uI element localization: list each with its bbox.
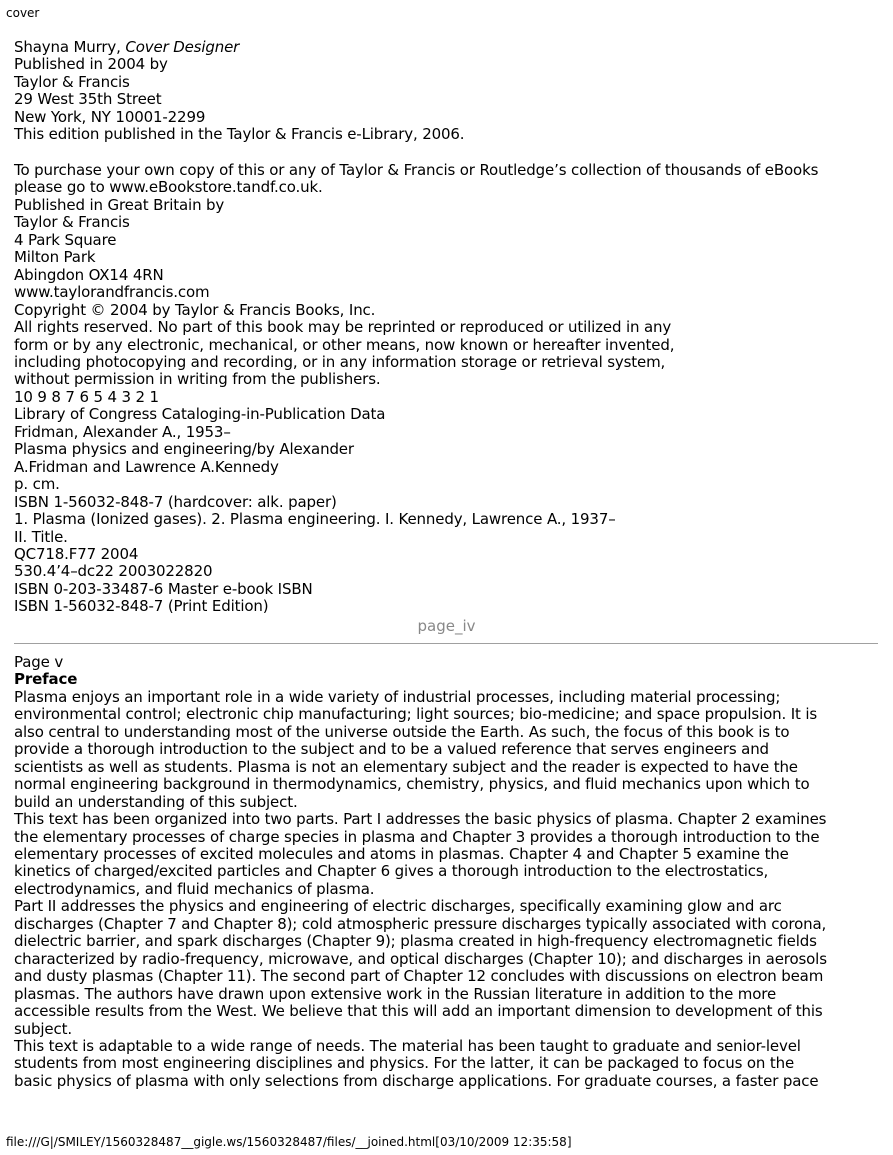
preface-line: Part II addresses the physics and engineering of electric discharges, specifically examining glow and arc — [14, 897, 782, 916]
copyright-line: QC718.F77 2004 — [14, 544, 139, 563]
preface-line: normal engineering background in thermodynamics, chemistry, physics, and fluid mechanics upon which to — [14, 775, 810, 794]
file-path-footer: file:///G|/SMILEY/1560328487__gigle.ws/1560328487/files/__joined.html[03/10/2009 12:35:58] — [6, 1135, 572, 1149]
cover-line: 29 West 35th Street — [14, 90, 162, 109]
page-marker: page_iv — [417, 617, 476, 635]
preface-line: electrodynamics, and fluid mechanics of plasma. — [14, 879, 375, 898]
preface-line: This text is adaptable to a wide range of needs. The material has been taught to graduate and senior-level — [14, 1036, 801, 1055]
preface-line: also central to understanding most of the universe outside the Earth. As such, the focus of this book is to — [14, 722, 790, 741]
copyright-line: p. cm. — [14, 475, 60, 494]
preface-line: provide a thorough introduction to the subject and to be a valued reference that serves engineers and — [14, 740, 769, 759]
copyright-line: Milton Park — [14, 248, 96, 267]
preface-line: elementary processes of excited molecules and atoms in plasmas. Chapter 4 and Chapter 5 examine the — [14, 844, 789, 863]
preface-line: the elementary processes of charge species in plasma and Chapter 3 provides a thorough introduction to the — [14, 827, 820, 846]
copyright-line: To purchase your own copy of this or any of Taylor & Francis or Routledge’s collection of thousands of eBooks — [14, 161, 819, 179]
page-label: Page v — [14, 653, 64, 671]
preface-line: plasmas. The authors have drawn upon extensive work in the Russian literature in addition to the more — [14, 984, 777, 1003]
preface-line: characterized by radio-frequency, microwave, and optical discharges (Chapter 10); and discharges in aerosols — [14, 949, 827, 968]
preface-line: This text has been organized into two parts. Part I addresses the basic physics of plasma. Chapter 2 examines — [14, 810, 827, 829]
copyright-line: Taylor & Francis — [14, 213, 130, 232]
cover-credits — [14, 39, 879, 144]
copyright-block — [14, 162, 879, 616]
preface-line: discharges (Chapter 7 and Chapter 8); cold atmospheric pressure discharges typically associated with corona, — [14, 914, 827, 933]
preface-line: dielectric barrier, and spark discharges (Chapter 9); plasma created in high-frequency electromagnetic fields — [14, 932, 817, 951]
copyright-line: Fridman, Alexander A., 1953– — [14, 422, 231, 441]
cover-line: Taylor & Francis — [14, 72, 130, 91]
preface-line: environmental control; electronic chip manufacturing; light sources; bio-medicine; and space propulsion. It is — [14, 705, 818, 724]
cover-line: Published in 2004 by — [14, 55, 168, 74]
copyright-line: including photocopying and recording, or in any information storage or retrieval system, — [14, 352, 666, 371]
preface-line: build an understanding of this subject. — [14, 792, 298, 811]
designer-line — [14, 39, 879, 56]
copyright-line: please go to www.eBookstore.tandf.co.uk. — [14, 178, 323, 197]
copyright-line: Abingdon OX14 4RN — [14, 265, 164, 284]
copyright-line: 4 Park Square — [14, 230, 117, 249]
designer-role: Cover Designer — [125, 38, 240, 56]
copyright-line: 10 9 8 7 6 5 4 3 2 1 — [14, 387, 159, 406]
preface-line: and dusty plasmas (Chapter 11). The second part of Chapter 12 concludes with discussions on electron beam — [14, 967, 824, 986]
cover-line: This edition published in the Taylor & Francis e-Library, 2006. — [14, 125, 465, 144]
copyright-line: www.taylorandfrancis.com — [14, 283, 210, 302]
preface-line: subject. — [14, 1019, 72, 1038]
copyright-line: 1. Plasma (Ionized gases). 2. Plasma engineering. I. Kennedy, Lawrence A., 1937– — [14, 510, 616, 529]
preface-page — [14, 654, 879, 1090]
copyright-line: Published in Great Britain by — [14, 195, 225, 214]
cover-line: New York, NY 10001-2299 — [14, 107, 206, 126]
copyright-line: Library of Congress Cataloging-in-Publication Data — [14, 405, 386, 424]
copyright-line: A.Fridman and Lawrence A.Kennedy — [14, 457, 279, 476]
copyright-line: form or by any electronic, mechanical, or other means, now known or hereafter invented, — [14, 335, 675, 354]
copyright-line: All rights reserved. No part of this book may be reprinted or reproduced or utilized in any — [14, 318, 672, 337]
copyright-line: Plasma physics and engineering/by Alexander — [14, 440, 354, 459]
preface-line: kinetics of charged/excited particles and Chapter 6 gives a thorough introduction to the electrostatics, — [14, 862, 769, 881]
page-divider — [14, 643, 878, 644]
preface-line: scientists as well as students. Plasma is not an elementary subject and the reader is expected to have the — [14, 757, 798, 776]
preface-line: Plasma enjoys an important role in a wide variety of industrial processes, including material processing; — [14, 687, 781, 706]
copyright-line: without permission in writing from the publishers. — [14, 370, 381, 389]
copyright-line: ISBN 1-56032-848-7 (Print Edition) — [14, 597, 269, 616]
copyright-line: Copyright © 2004 by Taylor & Francis Books, Inc. — [14, 300, 376, 319]
preface-line: students from most engineering disciplines and physics. For the latter, it can be packaged to focus on the — [14, 1054, 795, 1073]
copyright-line: ISBN 1-56032-848-7 (hardcover: alk. paper) — [14, 492, 337, 511]
copyright-line: II. Title. — [14, 527, 68, 546]
designer-name: Shayna Murry, — [14, 38, 126, 56]
section-label: cover — [6, 6, 40, 20]
preface-line: basic physics of plasma with only selections from discharge applications. For graduate courses, a faster pace — [14, 1071, 819, 1090]
preface-heading: Preface — [14, 670, 78, 689]
copyright-line: 530.4’4–dc22 2003022820 — [14, 562, 213, 581]
preface-line: accessible results from the West. We believe that this will add an important dimension to development of this — [14, 1002, 823, 1021]
copyright-line: ISBN 0-203-33487-6 Master e-book ISBN — [14, 579, 313, 598]
